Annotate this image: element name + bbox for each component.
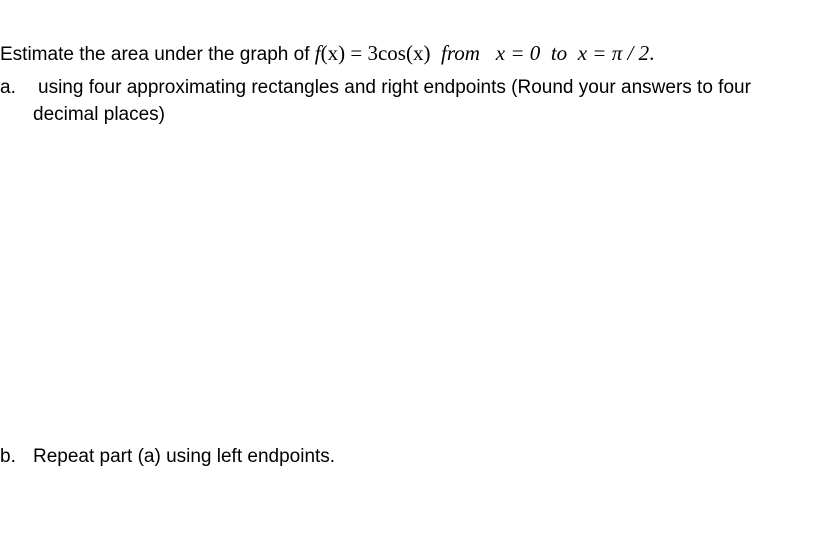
part-a-text-line2: decimal places) <box>33 104 165 125</box>
part-a-text-line1: using four approximating rectangles and right endpoints (Round your answers to four <box>38 77 751 98</box>
part-b-marker: b. <box>0 446 16 467</box>
prompt-period: . <box>649 41 655 65</box>
interval-start: x = 0 <box>495 41 541 65</box>
question-intro: Estimate the area under the graph of <box>0 44 315 65</box>
from-word: from <box>441 41 480 65</box>
part-a-marker: a. <box>0 77 16 98</box>
question-prompt <box>0 41 654 67</box>
function-name: f <box>314 41 321 65</box>
to-word: to <box>550 41 568 65</box>
cosine-label: cos <box>377 41 406 65</box>
part-b-text: Repeat part (a) using left endpoints. <box>33 446 336 467</box>
cosine-argument: (x) <box>405 41 431 65</box>
function-coefficient: = 3 <box>345 41 378 65</box>
interval-end: x = π / 2 <box>577 41 650 65</box>
function-argument: (x) <box>320 41 346 65</box>
